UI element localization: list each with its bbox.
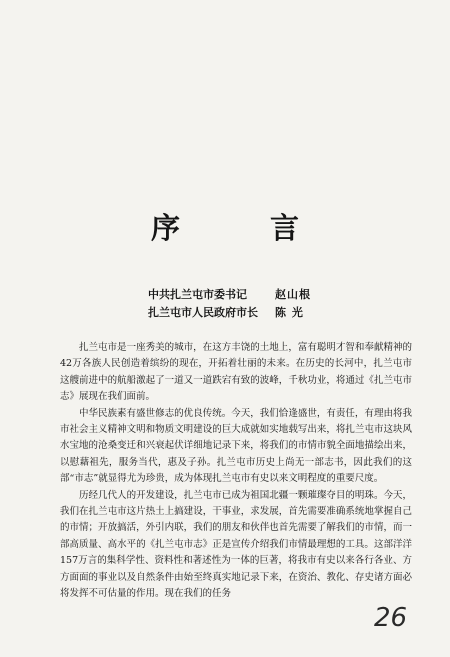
page-title: 序 言 [150, 211, 340, 245]
paragraph: 扎兰屯市是一座秀美的城市，在这方丰饶的土地上，富有聪明才智和奉献精神的42万各族人民创造着缤纷的现在，开拓着壮丽的未来。在历史的长河中，扎兰屯市这艘前进中的航船激起了一道又一道跌宕有致的波峰，千秋功业，将通过《扎兰屯市志》展现在我们面前。 [60, 342, 412, 403]
signer-title: 扎兰屯市人民政府市长 [148, 306, 258, 319]
preface-body [60, 340, 412, 603]
signers-block [148, 286, 388, 322]
signer-row [148, 286, 388, 304]
paragraph: 中华民族素有盛世修志的优良传统。今天，我们恰逢盛世，有责任，有理由将我市社会主义精神文明和物质文明建设的巨大成就如实地载写出来，将扎兰屯市这块风水宝地的沧桑变迁和兴衰起伏详细地记录下来，将我们的市情市貌全面地描绘出来，以慰藉祖先，服务当代，惠及子孙。扎兰屯市历史上尚无一部志书，因此我们的这部“市志”就显得尤为珍贵，成为体现扎兰屯市有史以来文明程度的重要尺度。 [60, 407, 412, 485]
signer-name: 陈 光 [275, 306, 304, 319]
paragraph: 历经几代人的开发建设，扎兰屯市已成为祖国北疆一颗璀璨夺目的明珠。今天，我们在扎兰屯市这片热土上搞建设，干事业，求发展，首先需要准确系统地掌握自己的市情；开放搞活，外引内联，我们的朋友和伙伴也首先需要了解我们的市情，而一部高质量、高水平的《扎兰屯市志》正是宣传介绍我们市情最理想的工具。这部洋洋157万言的集科学性、资料性和著述性为一体的巨著，将我市有史以来各行各业、方方面面的事业以及自然条件由始至终真实地记录下来，在资治、教化、存史诸方面必将发挥不可估量的作用。现在我们的任务 [60, 489, 412, 600]
signer-title: 中共扎兰屯市委书记 [148, 288, 247, 301]
signer-row [148, 304, 388, 322]
page-number: 26 [374, 603, 408, 633]
signer-name: 赵山根 [275, 288, 311, 301]
